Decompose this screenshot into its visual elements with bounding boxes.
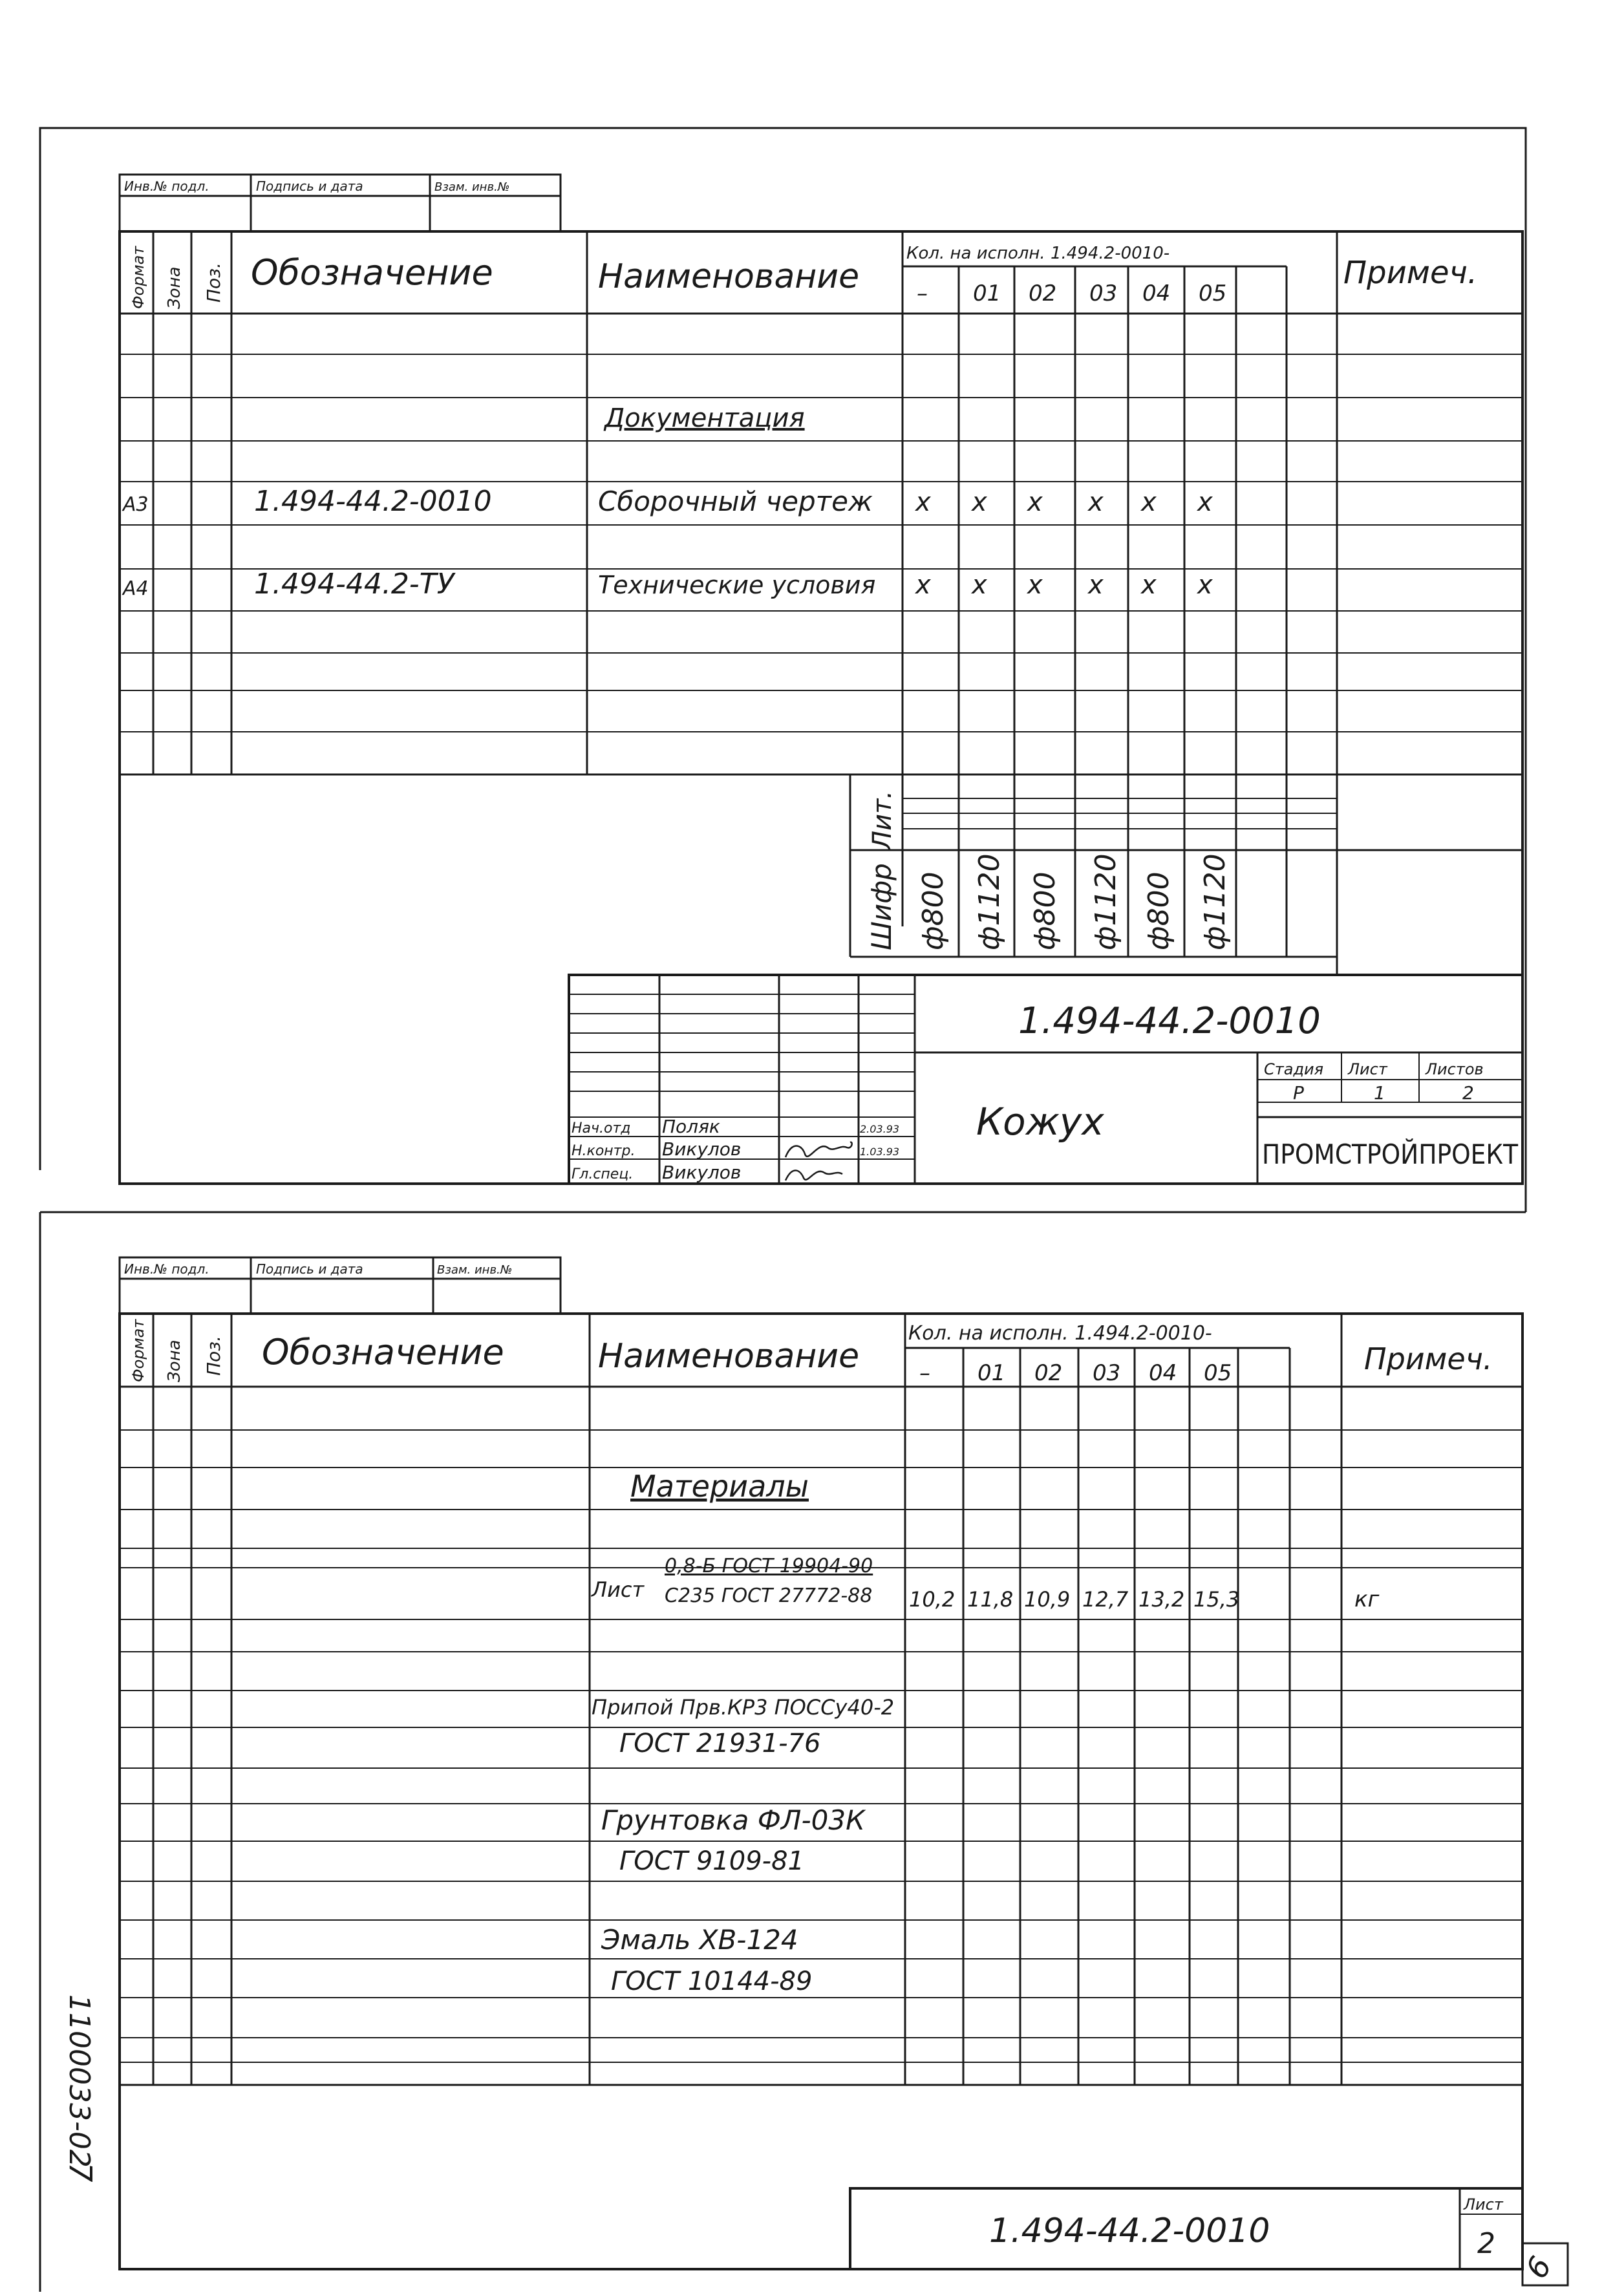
person-3-role: Гл.спец.: [572, 1166, 634, 1182]
row-1-mark-3: х: [1027, 487, 1043, 517]
header2-naimenovanie: Наименование: [598, 1337, 860, 1376]
cipher-2: ф1120: [973, 853, 1006, 950]
sheet-item-value-4: 12,7: [1082, 1587, 1129, 1612]
row-2-mark-1: х: [915, 570, 931, 600]
cipher-3: ф800: [1029, 871, 1062, 950]
header-poz: Поз.: [203, 262, 224, 303]
execution-col-6: 05: [1199, 281, 1227, 306]
header-naimenovanie: Наименование: [598, 257, 860, 296]
sheet-2-frame: [120, 1314, 1522, 2269]
header2-oboznachenie: Обозначение: [262, 1332, 504, 1372]
execution2-col-6: 05: [1204, 1360, 1232, 1386]
header-format: Формат: [129, 246, 147, 309]
sheet-item-value-1: 10,2: [909, 1587, 956, 1612]
execution2-col-1: –: [919, 1360, 930, 1386]
person-2-name: Викулов: [662, 1138, 742, 1160]
sheet-item-value-2: 11,8: [967, 1587, 1014, 1612]
cipher-label: Шифр: [866, 863, 897, 950]
execution2-col-5: 04: [1149, 1360, 1177, 1386]
sheet-item-value-3: 10,9: [1024, 1587, 1071, 1612]
title-list: 1: [1374, 1082, 1385, 1104]
sheet-2-stamp: [120, 1257, 561, 1314]
row-2-mark-4: х: [1088, 570, 1104, 600]
sheet-2-footer: [850, 2188, 1568, 2285]
row-1-name: Сборочный чертеж: [598, 486, 873, 517]
cipher-1: ф800: [917, 871, 950, 950]
person-1-name: Поляк: [662, 1116, 720, 1137]
header2-poz: Поз.: [203, 1336, 224, 1376]
row-2-designation: 1.494-44.2-ТУ: [254, 568, 454, 601]
title-doc-number: 1.494-44.2-0010: [1018, 1000, 1321, 1042]
header-zona: Зона: [165, 266, 184, 309]
header-primech: Примеч.: [1343, 255, 1478, 291]
cipher-4: ф1120: [1089, 853, 1122, 950]
material-3-line1: Эмаль ХВ-124: [601, 1924, 798, 1956]
stamp2-vzam-inv: Взам. инв.№: [437, 1263, 513, 1277]
footer-doc-number: 1.494-44.2-0010: [989, 2212, 1270, 2250]
material-1-line2: ГОСТ 21931-76: [619, 1729, 821, 1758]
person-1-date: 2.03.93: [860, 1123, 900, 1135]
title-company: ПРОМСТРОЙПРОЕКТ: [1262, 1138, 1548, 1170]
sheet-1-rows: [122, 403, 1213, 601]
cipher-5: ф800: [1142, 871, 1175, 950]
row-2-format: А4: [123, 577, 149, 600]
title-doc-name: Кожух: [976, 1100, 1104, 1144]
row-2-mark-3: х: [1027, 570, 1043, 600]
row-1-mark-5: х: [1141, 487, 1157, 517]
execution2-col-4: 03: [1093, 1360, 1121, 1386]
header2-kol: Кол. на исполн. 1.494.2-0010-: [908, 1322, 1212, 1345]
execution-col-2: 01: [973, 281, 1001, 306]
sheet-1: [40, 128, 1548, 1212]
lit-label: Лит.: [868, 790, 897, 850]
person-2-role: Н.контр.: [572, 1143, 636, 1159]
title-stadia-label: Стадия: [1264, 1060, 1324, 1078]
execution-col-1: –: [917, 281, 928, 306]
row-heading-documentation: Документация: [604, 403, 805, 433]
execution-col-3: 02: [1029, 281, 1057, 306]
row-2-mark-2: х: [972, 570, 987, 600]
header2-format: Формат: [129, 1319, 147, 1382]
header2-zona: Зона: [165, 1340, 184, 1382]
sheet-1-header: [129, 244, 1477, 309]
sheet-2: [40, 1212, 1568, 2292]
execution-col-5: 04: [1142, 281, 1171, 306]
sheet-item-line1: 0,8-Б ГОСТ 19904-90: [665, 1555, 873, 1577]
sheet-2-header: [129, 1319, 1493, 1386]
side-code: 1100033-02: [63, 1994, 96, 2168]
row-2-mark-5: х: [1141, 570, 1157, 600]
sheet-item-unit: кг: [1354, 1586, 1380, 1612]
row-1-mark-2: х: [972, 487, 987, 517]
sheet-item-line2: С235 ГОСТ 27772-88: [665, 1585, 873, 1607]
header-oboznachenie: Обозначение: [251, 252, 493, 293]
signature-1: [785, 1142, 852, 1157]
header2-executions: [919, 1360, 1232, 1386]
cipher-6: ф1120: [1199, 853, 1232, 950]
row-1-mark-4: х: [1088, 487, 1104, 517]
material-1-line1: Припой Прв.КР3 ПОССу40-2: [592, 1695, 895, 1720]
title-listov: 2: [1462, 1082, 1474, 1104]
row-1-format: А3: [123, 493, 149, 516]
person-2-date: 1.03.93: [860, 1146, 900, 1158]
row-1-mark-1: х: [915, 487, 931, 517]
material-2-line1: Грунтовка ФЛ-03К: [601, 1804, 865, 1836]
header-executions: [917, 281, 1226, 306]
title-listov-label: Листов: [1426, 1060, 1484, 1078]
footer-list-label: Лист: [1464, 2195, 1503, 2214]
material-3-line2: ГОСТ 10144-89: [611, 1967, 813, 1996]
stamp-inv-podl: Инв.№ подл.: [124, 178, 209, 194]
side-number: 7: [62, 2162, 98, 2183]
sheet-1-table-grid: [120, 231, 1522, 975]
stamp-podpis-data: Подпись и дата: [256, 178, 363, 194]
execution2-col-3: 02: [1034, 1360, 1063, 1386]
title-stadia: Р: [1293, 1082, 1304, 1104]
row-2-name: Технические условия: [598, 571, 876, 599]
sheet-item-value-6: 15,3: [1193, 1587, 1240, 1612]
row-2-mark-6: х: [1197, 570, 1213, 600]
sheet-2-row-lines: [120, 1430, 1522, 2062]
execution-col-4: 03: [1089, 281, 1118, 306]
sheet-item-value-5: 13,2: [1138, 1587, 1185, 1612]
person-3-name: Викулов: [662, 1162, 742, 1183]
stamp-vzam-inv: Взам. инв.№: [434, 180, 510, 194]
sheet-1-stamp: [120, 175, 561, 231]
sheet-1-title-block: [569, 975, 1548, 1184]
row-1-designation: 1.494-44.2-0010: [254, 485, 492, 518]
section-materials: Материалы: [630, 1469, 809, 1504]
sheet-item-prefix: Лист: [592, 1577, 645, 1602]
person-1-role: Нач.отд: [572, 1120, 631, 1137]
footer-list: 2: [1477, 2227, 1495, 2260]
stamp2-podpis-data: Подпись и дата: [256, 1261, 363, 1277]
header-kol: Кол. на исполн. 1.494.2-0010-: [906, 244, 1170, 263]
stamp2-inv-podl: Инв.№ подл.: [124, 1261, 209, 1277]
row-1-mark-6: х: [1197, 487, 1213, 517]
header2-primech: Примеч.: [1364, 1341, 1493, 1376]
corner-number: 9: [1517, 2250, 1558, 2284]
title-list-label: Лист: [1348, 1060, 1387, 1078]
signature-2: [785, 1171, 842, 1181]
material-2-line2: ГОСТ 9109-81: [619, 1846, 804, 1876]
execution2-col-2: 01: [978, 1360, 1006, 1386]
